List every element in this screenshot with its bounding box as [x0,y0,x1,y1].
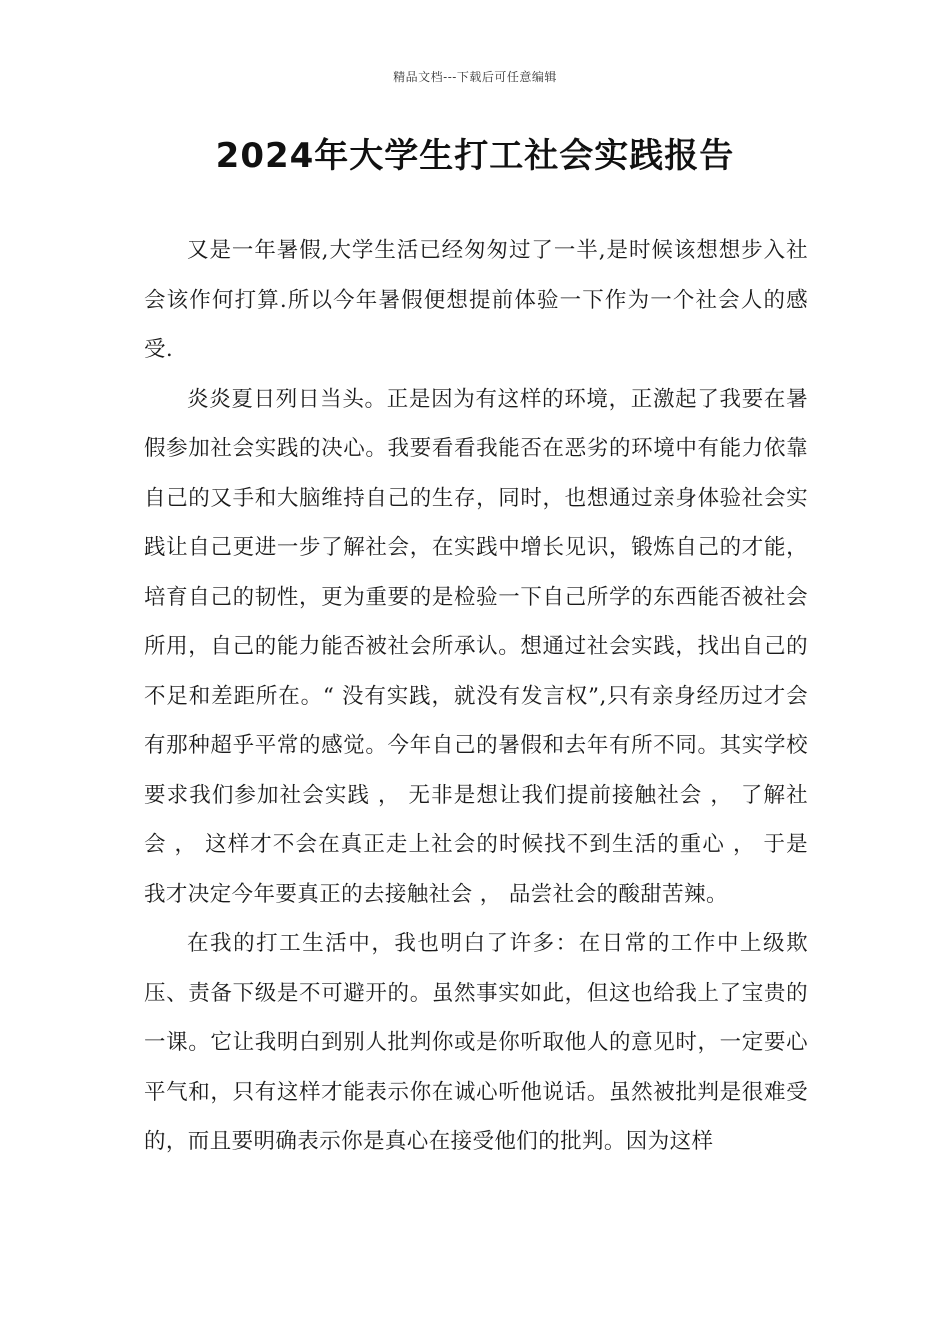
paragraph-2: 炎炎夏日列日当头。正是因为有这样的环境，正激起了我要在暑假参加社会实践的决心。我要看看我能否在恶劣的环境中有能力依靠自己的又手和大脑维持自己的生存，同时，也想通过亲身体验社会实践让自己更进一步了解社会，在实践中增长见识，锻炼自己的才能，培育自己的韧性，更为重要的是检验一下自己所学的东西能否被社会所用，自己的能力能否被社会所承认。想通过社会实践，找出自己的不足和差距所在。“ 没有实践，就没有发言权”,只有亲身经历过才会有那种超乎平常的感觉。今年自己的暑假和去年有所不同。其实学校要求我们参加社会实践 ， 无非是想让我们提前接触社会 ， 了解社会 ， 这样才不会在真正走上社会的时候找不到生活的重心 ， 于是我才决定今年要真正的去接触社会 ， 品尝社会的酸甜苦辣。 [144,386,808,907]
paragraph-3: 在我的打工生活中，我也明白了许多：在日常的工作中上级欺压、责备下级是不可避开的。虽然事实如此，但这也给我上了宝贵的一课。它让我明白到别人批判你或是你听取他人的意见时，一定要心平气和，只有这样才能表示你在诚心听他说话。虽然被批判是很难受的，而且要明确表示你是真心在接受他们的批判。因为这样 [144,931,808,1154]
header-note: 精品文档---下载后可任意编辑 [393,70,557,84]
document-body [144,226,808,1167]
paragraph-1: 又是一年暑假,大学生活已经匆匆过了一半,是时候该想想步入社会该作何打算.所以今年暑假便想提前体验一下作为一个社会人的感受. [144,238,808,362]
page-title: 2024年大学生打工社会实践报告 [215,136,735,176]
